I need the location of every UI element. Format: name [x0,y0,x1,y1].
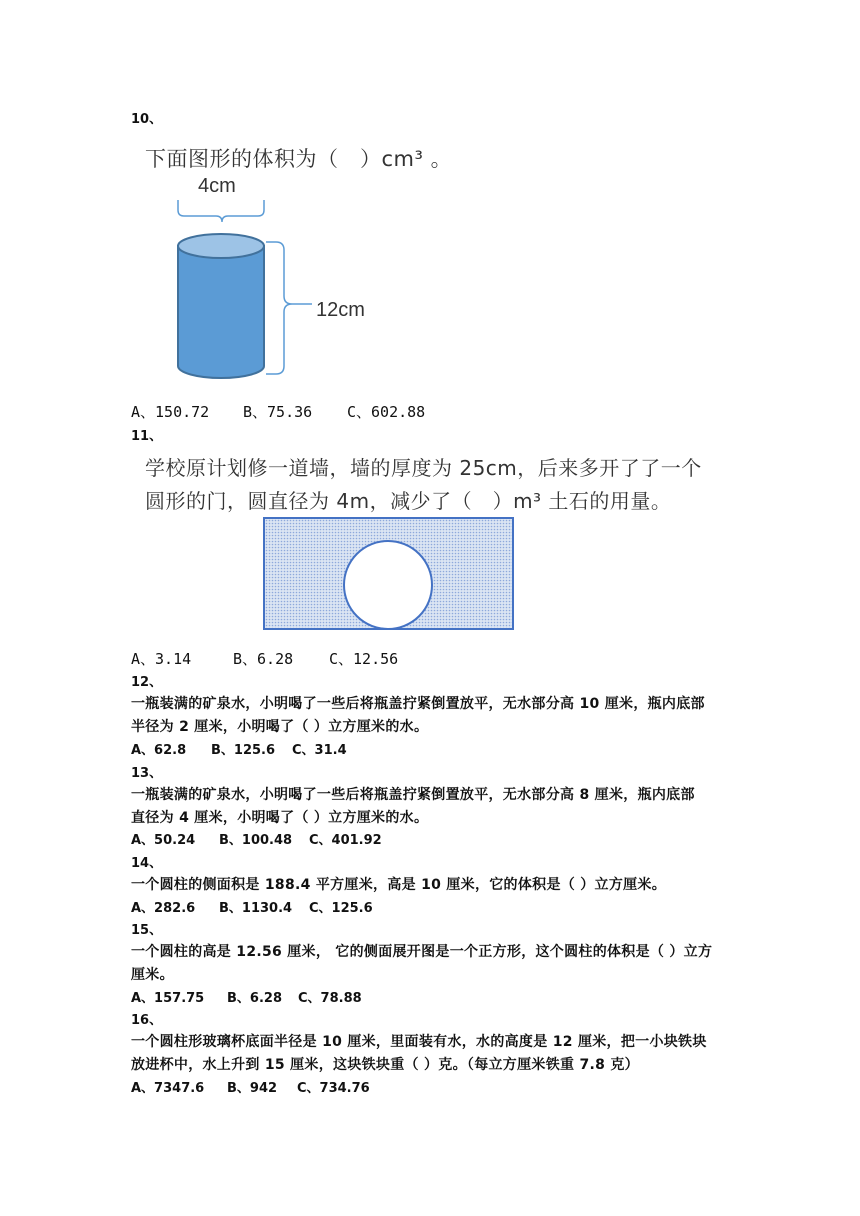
option-c[interactable]: C、734.76 [297,1081,370,1096]
cylinder-body [178,246,264,378]
option-c[interactable]: C、602.88 [347,403,426,421]
option-c[interactable]: C、12.56 [329,650,399,668]
cylinder-width-label: 4cm [198,175,236,197]
side-brace [266,242,292,374]
option-b[interactable]: B、942 [227,1081,278,1096]
question-15-line-2: 厘米。 [131,967,174,983]
question-number-10: 10、 [131,112,163,127]
question-13-line-2: 直径为 4 厘米，小明喝了（ ）立方厘米的水。 [131,810,429,826]
option-c[interactable]: C、125.6 [309,901,373,916]
option-b[interactable]: B、125.6 [211,743,276,758]
question-number-14: 14、 [131,856,163,871]
option-c[interactable]: C、401.92 [309,833,382,848]
option-c[interactable]: C、78.88 [298,991,362,1006]
question-number-15: 15、 [131,923,163,938]
option-b[interactable]: B、6.28 [233,650,294,668]
question-16-line-1: 一个圆柱形玻璃杯底面半径是 10 厘米，里面装有水，水的高度是 12 厘米，把一小块铁块 [131,1034,707,1050]
question-14-line-1: 一个圆柱的侧面积是 188.4 平方厘米，高是 10 厘米，它的体积是（ ）立方厘米。 [131,877,667,893]
question-number-12: 12、 [131,675,163,690]
option-a[interactable]: A、62.8 [131,743,187,758]
wall-figure [262,516,516,632]
question-10-options [131,401,425,422]
question-12-options [131,739,347,758]
option-b[interactable]: B、1130.4 [219,901,293,916]
question-13-line-1: 一瓶装满的矿泉水，小明喝了一些后将瓶盖拧紧倒置放平，无水部分高 8 厘米，瓶内底部 [131,787,695,803]
question-10-prompt: 下面图形的体积为（ ）cm³ 。 [145,147,453,171]
question-16-options [131,1077,370,1096]
door-circle [344,541,432,629]
option-a[interactable]: A、282.6 [131,901,196,916]
cylinder-height-label: 12cm [316,299,365,321]
option-b[interactable]: B、6.28 [227,991,282,1006]
question-16-line-2: 放进杯中，水上升到 15 厘米，这块铁块重（ ）克。（每立方厘米铁重 7.8 克） [131,1057,639,1073]
question-11-line-2: 圆形的门，圆直径为 4m，减少了（ ）m³ 土石的用量。 [145,489,672,513]
cylinder-top [178,234,264,258]
question-12-line-1: 一瓶装满的矿泉水，小明喝了一些后将瓶盖拧紧倒置放平，无水部分高 10 厘米，瓶内底部 [131,696,705,712]
top-brace [178,200,264,222]
option-a[interactable]: A、150.72 [131,403,210,421]
option-a[interactable]: A、7347.6 [131,1081,205,1096]
question-14-options [131,897,373,916]
option-a[interactable]: A、157.75 [131,991,205,1006]
option-c[interactable]: C、31.4 [292,743,347,758]
question-11-line-1: 学校原计划修一道墙，墙的厚度为 25cm，后来多开了了一个 [145,456,702,480]
option-a[interactable]: A、3.14 [131,650,192,668]
question-11-options [131,648,398,669]
question-number-16: 16、 [131,1013,163,1028]
cylinder-figure [150,170,390,395]
question-number-11: 11、 [131,429,163,444]
question-12-line-2: 半径为 2 厘米，小明喝了（ ）立方厘米的水。 [131,719,429,735]
question-15-options [131,987,362,1006]
question-number-13: 13、 [131,766,163,781]
question-15-line-1: 一个圆柱的高是 12.56 厘米， 它的侧面展开图是一个正方形，这个圆柱的体积是（ ）立方 [131,944,713,960]
option-a[interactable]: A、50.24 [131,833,196,848]
option-b[interactable]: B、75.36 [243,403,313,421]
question-13-options [131,829,382,848]
option-b[interactable]: B、100.48 [219,833,293,848]
